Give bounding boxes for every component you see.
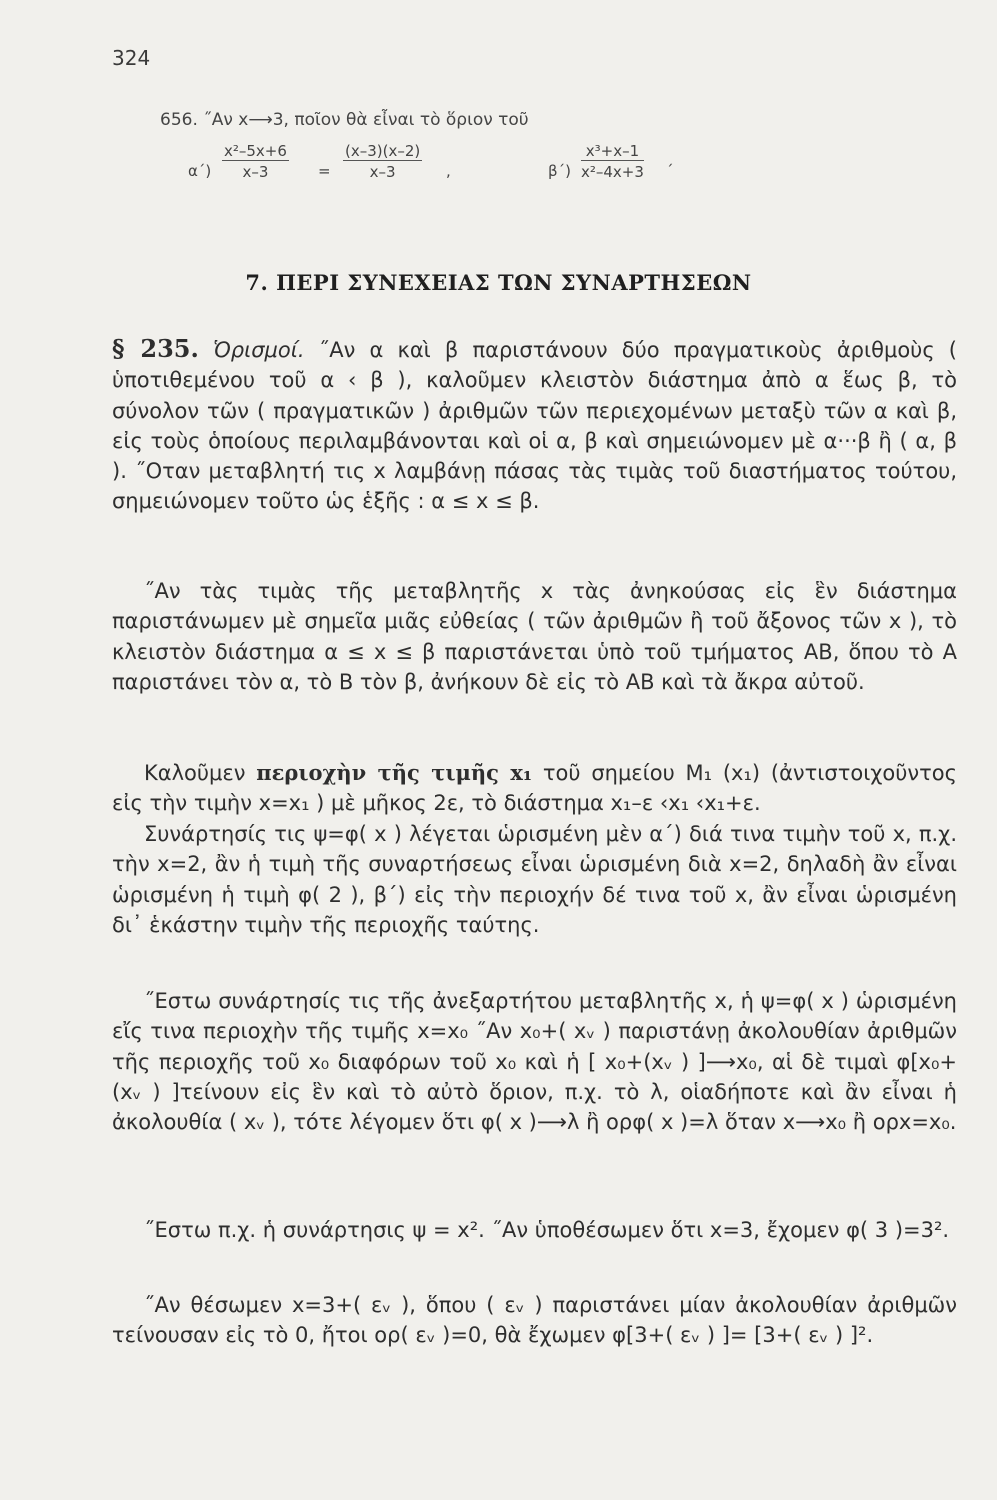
section-heading: Ὁρισμοί.: [213, 338, 305, 362]
fraction-b-denominator: x²–4x+3: [581, 163, 644, 181]
paragraph-defined-function-text: Συνάρτησίς τις ψ=φ( x ) λέγεται ὡρισμένη μὲν α΄) διά τινα τιμὴν τοῦ x, π.χ. τὴν x=2, ἂν ἡ τιμὴ τῆς συναρτήσεως εἶναι ὡρισμένη διὰ x=2, δηλαδὴ ἂν εἶναι ὡρισμένη ἡ τιμὴ φ( 2 ), β΄) εἰς τὴν περιοχήν δέ τινα τοῦ x, ἂν εἶναι ὡρισμένη δι᾽ ἑκάστην τιμὴν τῆς περιοχῆς ταύτης.: [112, 822, 957, 937]
exercise-text: 656. ˝Αν x⟶3, ποῖον θὰ εἶναι τὸ ὅριον τοῦ: [160, 110, 529, 130]
part-b-label: β΄): [548, 162, 571, 180]
equals-sign: =: [318, 162, 331, 180]
paragraph-example: [112, 1215, 957, 1245]
fraction-a1-denominator: x–3: [242, 163, 269, 181]
fraction-a1-numerator: x²–5x+6: [224, 142, 287, 160]
comma: ,: [446, 162, 451, 180]
exercise-fractions: [188, 142, 808, 200]
neighborhood-term: περιοχὴν τῆς τιμῆς x₁: [256, 760, 533, 785]
fraction-a2: [343, 142, 422, 181]
fraction-b-numerator: x³+x–1: [581, 142, 644, 161]
paragraph-sequence-text: ˝Αν θέσωμεν x=3+( εᵥ ), ὅπου ( εᵥ ) παριστάνει μίαν ἀκολουθίαν ἀριθμῶν τείνουσαν εἰς τὸ 0, ἤτοι ορ( εᵥ )=0, θὰ ἔχωμεν φ[3+( εᵥ ) ]= [3+( εᵥ ) ]².: [112, 1293, 957, 1348]
paragraph-limit: [112, 986, 957, 1137]
paragraph-definitions: [112, 334, 957, 517]
page-number: 324: [112, 46, 151, 70]
fraction-a1: [222, 142, 289, 181]
paragraph-neighborhood: [112, 758, 957, 819]
fraction-a2-denominator: x–3: [369, 163, 396, 181]
paragraph-interval: [112, 576, 957, 697]
paragraph-interval-text: ˝Αν τὰς τιμὰς τῆς μεταβλητῆς x τὰς ἀνηκούσας εἰς ἓν διάστημα παριστάνωμεν μὲ σημεῖα μιᾶς εὐθείας ( τῶν ἀριθμῶν ἢ τοῦ ἄξονος τῶν x ), τὸ κλειστὸν διάστημα α ≤ x ≤ β παριστάνεται ὑπὸ τοῦ τμήματος ΑΒ, ὅπου τὸ Α παριστάνει τὸν α, τὸ Β τὸν β, ἀνήκουν δὲ εἰς τὸ ΑΒ καὶ τὰ ἄκρα αὐτοῦ.: [112, 579, 957, 694]
prime-mark: ΄: [666, 162, 674, 180]
section-title: 7. ΠΕΡΙ ΣΥΝΕΧΕΙΑΣ ΤΩΝ ΣΥΝΑΡΤΗΣΕΩΝ: [245, 270, 752, 295]
section-number: § 235.: [112, 334, 199, 363]
paragraph-example-text: ˝Εστω π.χ. ἡ συνάρτησις ψ = x². ˝Αν ὑποθέσωμεν ὅτι x=3, ἔχομεν φ( 3 )=3².: [144, 1218, 950, 1242]
part-a-label: α΄): [188, 162, 212, 180]
paragraph-definitions-text: ˝Αν α καὶ β παριστάνουν δύο πραγματικοὺς ἀριθμοὺς ( ὑποτιθεμένου τοῦ α ‹ β ), καλοῦμεν κλειστὸν διάστημα ἀπὸ α ἕως β, τὸ σύνολον τῶν ( πραγματικῶν ) ἀριθμῶν τῶν περιεχομένων μεταξὺ τῶν α καὶ β, εἰς τοὺς ὁποίους περιλαμβάνονται καὶ οἱ α, β καὶ σημειώνομεν μὲ α···β ἢ ( α, β ). ˝Οταν μεταβλητή τις x λαμβάνῃ πάσας τὰς τιμὰς τοῦ διαστήματος τούτου, σημειώνομεν τοῦτο ὡς ἑξῆς : α ≤ x ≤ β.: [112, 338, 957, 514]
neighborhood-pre: Καλοῦμεν: [144, 761, 246, 785]
paragraph-sequence: [112, 1290, 957, 1351]
neighborhood-post: τοῦ σημείου Μ₁ (x₁) (ἀντιστοιχοῦντος εἰς τὴν τιμὴν x=x₁ ) μὲ μῆκος 2ε, τὸ διάστημα x₁–ε ‹x₁ ‹x₁+ε.: [112, 761, 957, 816]
paragraph-defined-function: [112, 819, 957, 940]
paragraph-limit-text: ˝Εστω συνάρτησίς τις τῆς ἀνεξαρτήτου μεταβλητῆς x, ἡ ψ=φ( x ) ὡρισμένη εἴς τινα περιοχὴν τῆς τιμῆς x=x₀ ˝Αν x₀+( xᵥ ) παριστάνῃ ἀκολουθίαν ἀριθμῶν τῆς περιοχῆς τοῦ x₀ διαφόρων τοῦ x₀ καὶ ἡ [ x₀+(xᵥ ) ]⟶x₀, αἱ δὲ τιμαὶ φ[x₀+(xᵥ ) ]τείνουν εἰς ἓν καὶ τὸ αὐτὸ ὅριον, π.χ. τὸ λ, οἱαδήποτε καὶ ἂν εἶναι ἡ ἀκολουθία ( xᵥ ), τότε λέγομεν ὅτι φ( x )⟶λ ἢ ορφ( x )=λ ὅταν x⟶x₀ ἢ ορx=x₀.: [112, 989, 957, 1135]
fraction-b: [581, 142, 644, 181]
fraction-a2-numerator: (x–3)(x–2): [345, 142, 421, 160]
